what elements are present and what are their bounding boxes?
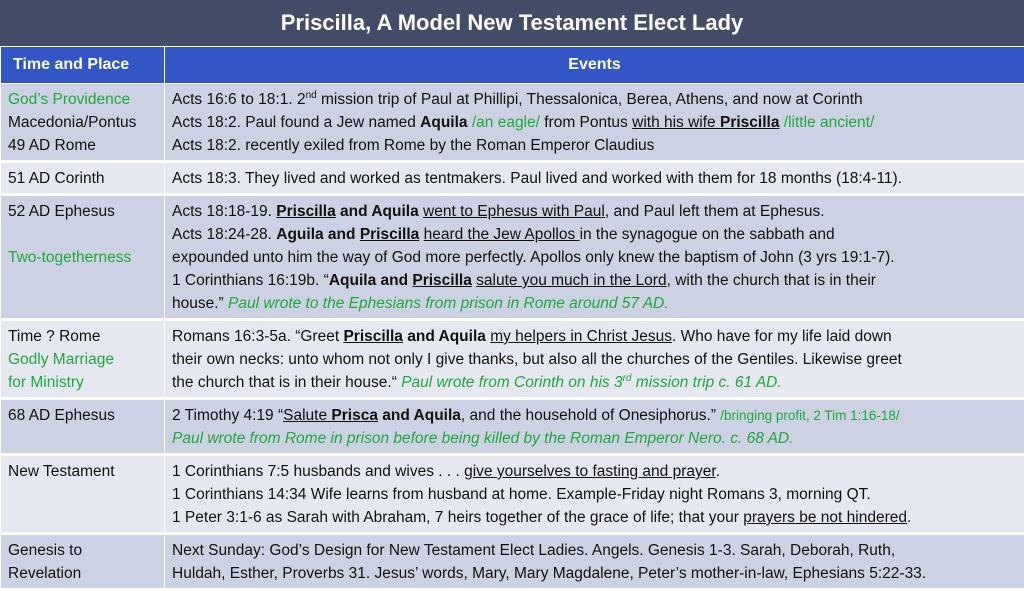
events-cell: Acts 18:3. They lived and worked as tentmakers. Paul lived and worked with them for 18 months (18:4-11). — [165, 162, 1024, 195]
table-row — [1, 84, 1024, 162]
table-row — [1, 162, 1024, 195]
time-place-cell: New Testament — [1, 455, 165, 534]
time-place-cell: 52 AD Ephesus Two-togetherness — [1, 195, 165, 320]
table-row — [1, 534, 1024, 590]
header-events: Events — [165, 47, 1024, 84]
time-place-cell: 68 AD Ephesus — [1, 399, 165, 455]
timeline-table — [0, 46, 1024, 591]
events-cell: Romans 16:3-5a. “Greet Priscilla and Aquila my helpers in Christ Jesus. Who have for my life laid down their own necks: unto whom not only I give thanks, but also all the churches of the Gentiles. Likewise greet the church that is in their house.“ Paul wrote from Corinth on his 3rd mission trip c. 61 AD. — [165, 320, 1024, 399]
page-title: Priscilla, A Model New Testament Elect Lady — [0, 0, 1024, 46]
table-row — [1, 195, 1024, 320]
events-cell: Acts 16:6 to 18:1. 2nd mission trip of Paul at Phillipi, Thessalonica, Berea, Athens, and now at Corinth Acts 18:2. Paul found a Jew named Aquila /an eagle/ from Pontus with his wife Priscilla /little ancient/ Acts 18:2. recently exiled from Rome by the Roman Emperor Claudius — [165, 84, 1024, 162]
events-cell: Acts 18:18-19. Priscilla and Aquila went to Ephesus with Paul, and Paul left them at Ephesus. Acts 18:24-28. Aguila and Priscilla heard the Jew Apollos in the synagogue on the sabbath and expounded unto him the way of God more perfectly. Apollos only knew the baptism of John (3 yrs 19:1-7). 1 Corinthians 16:19b. “Aquila and Priscilla salute you much in the Lord, with the church that is in their house.” Paul wrote to the Ephesians from prison in Rome around 57 AD. — [165, 195, 1024, 320]
events-cell: 2 Timothy 4:19 “Salute Prisca and Aquila, and the household of Onesiphorus.” /bringing profit, 2 Tim 1:16-18/ Paul wrote from Rome in prison before being killed by the Roman Emperor Nero. c. 68 AD. — [165, 399, 1024, 455]
table-row — [1, 455, 1024, 534]
header-time-place: Time and Place — [1, 47, 165, 84]
table-row — [1, 399, 1024, 455]
time-place-cell: Genesis to Revelation — [1, 534, 165, 590]
table-row — [1, 320, 1024, 399]
header-row — [1, 47, 1024, 84]
events-cell: 1 Corinthians 7:5 husbands and wives . . . give yourselves to fasting and prayer. 1 Corinthians 14:34 Wife learns from husband at home. Example-Friday night Romans 3, morning QT. 1 Peter 3:1-6 as Sarah with Abraham, 7 heirs together of the grace of life; that your prayers be not hindered. — [165, 455, 1024, 534]
time-place-cell: Time ? Rome Godly Marriage for Ministry — [1, 320, 165, 399]
events-cell: Next Sunday: God’s Design for New Testament Elect Ladies. Angels. Genesis 1-3. Sarah, Deborah, Ruth, Huldah, Esther, Proverbs 31. Jesus’ words, Mary, Mary Magdalene, Peter’s mother-in-law, Ephesians 5:22-33. — [165, 534, 1024, 590]
time-place-cell: God’s Providence Macedonia/Pontus 49 AD Rome — [1, 84, 165, 162]
time-place-cell: 51 AD Corinth — [1, 162, 165, 195]
